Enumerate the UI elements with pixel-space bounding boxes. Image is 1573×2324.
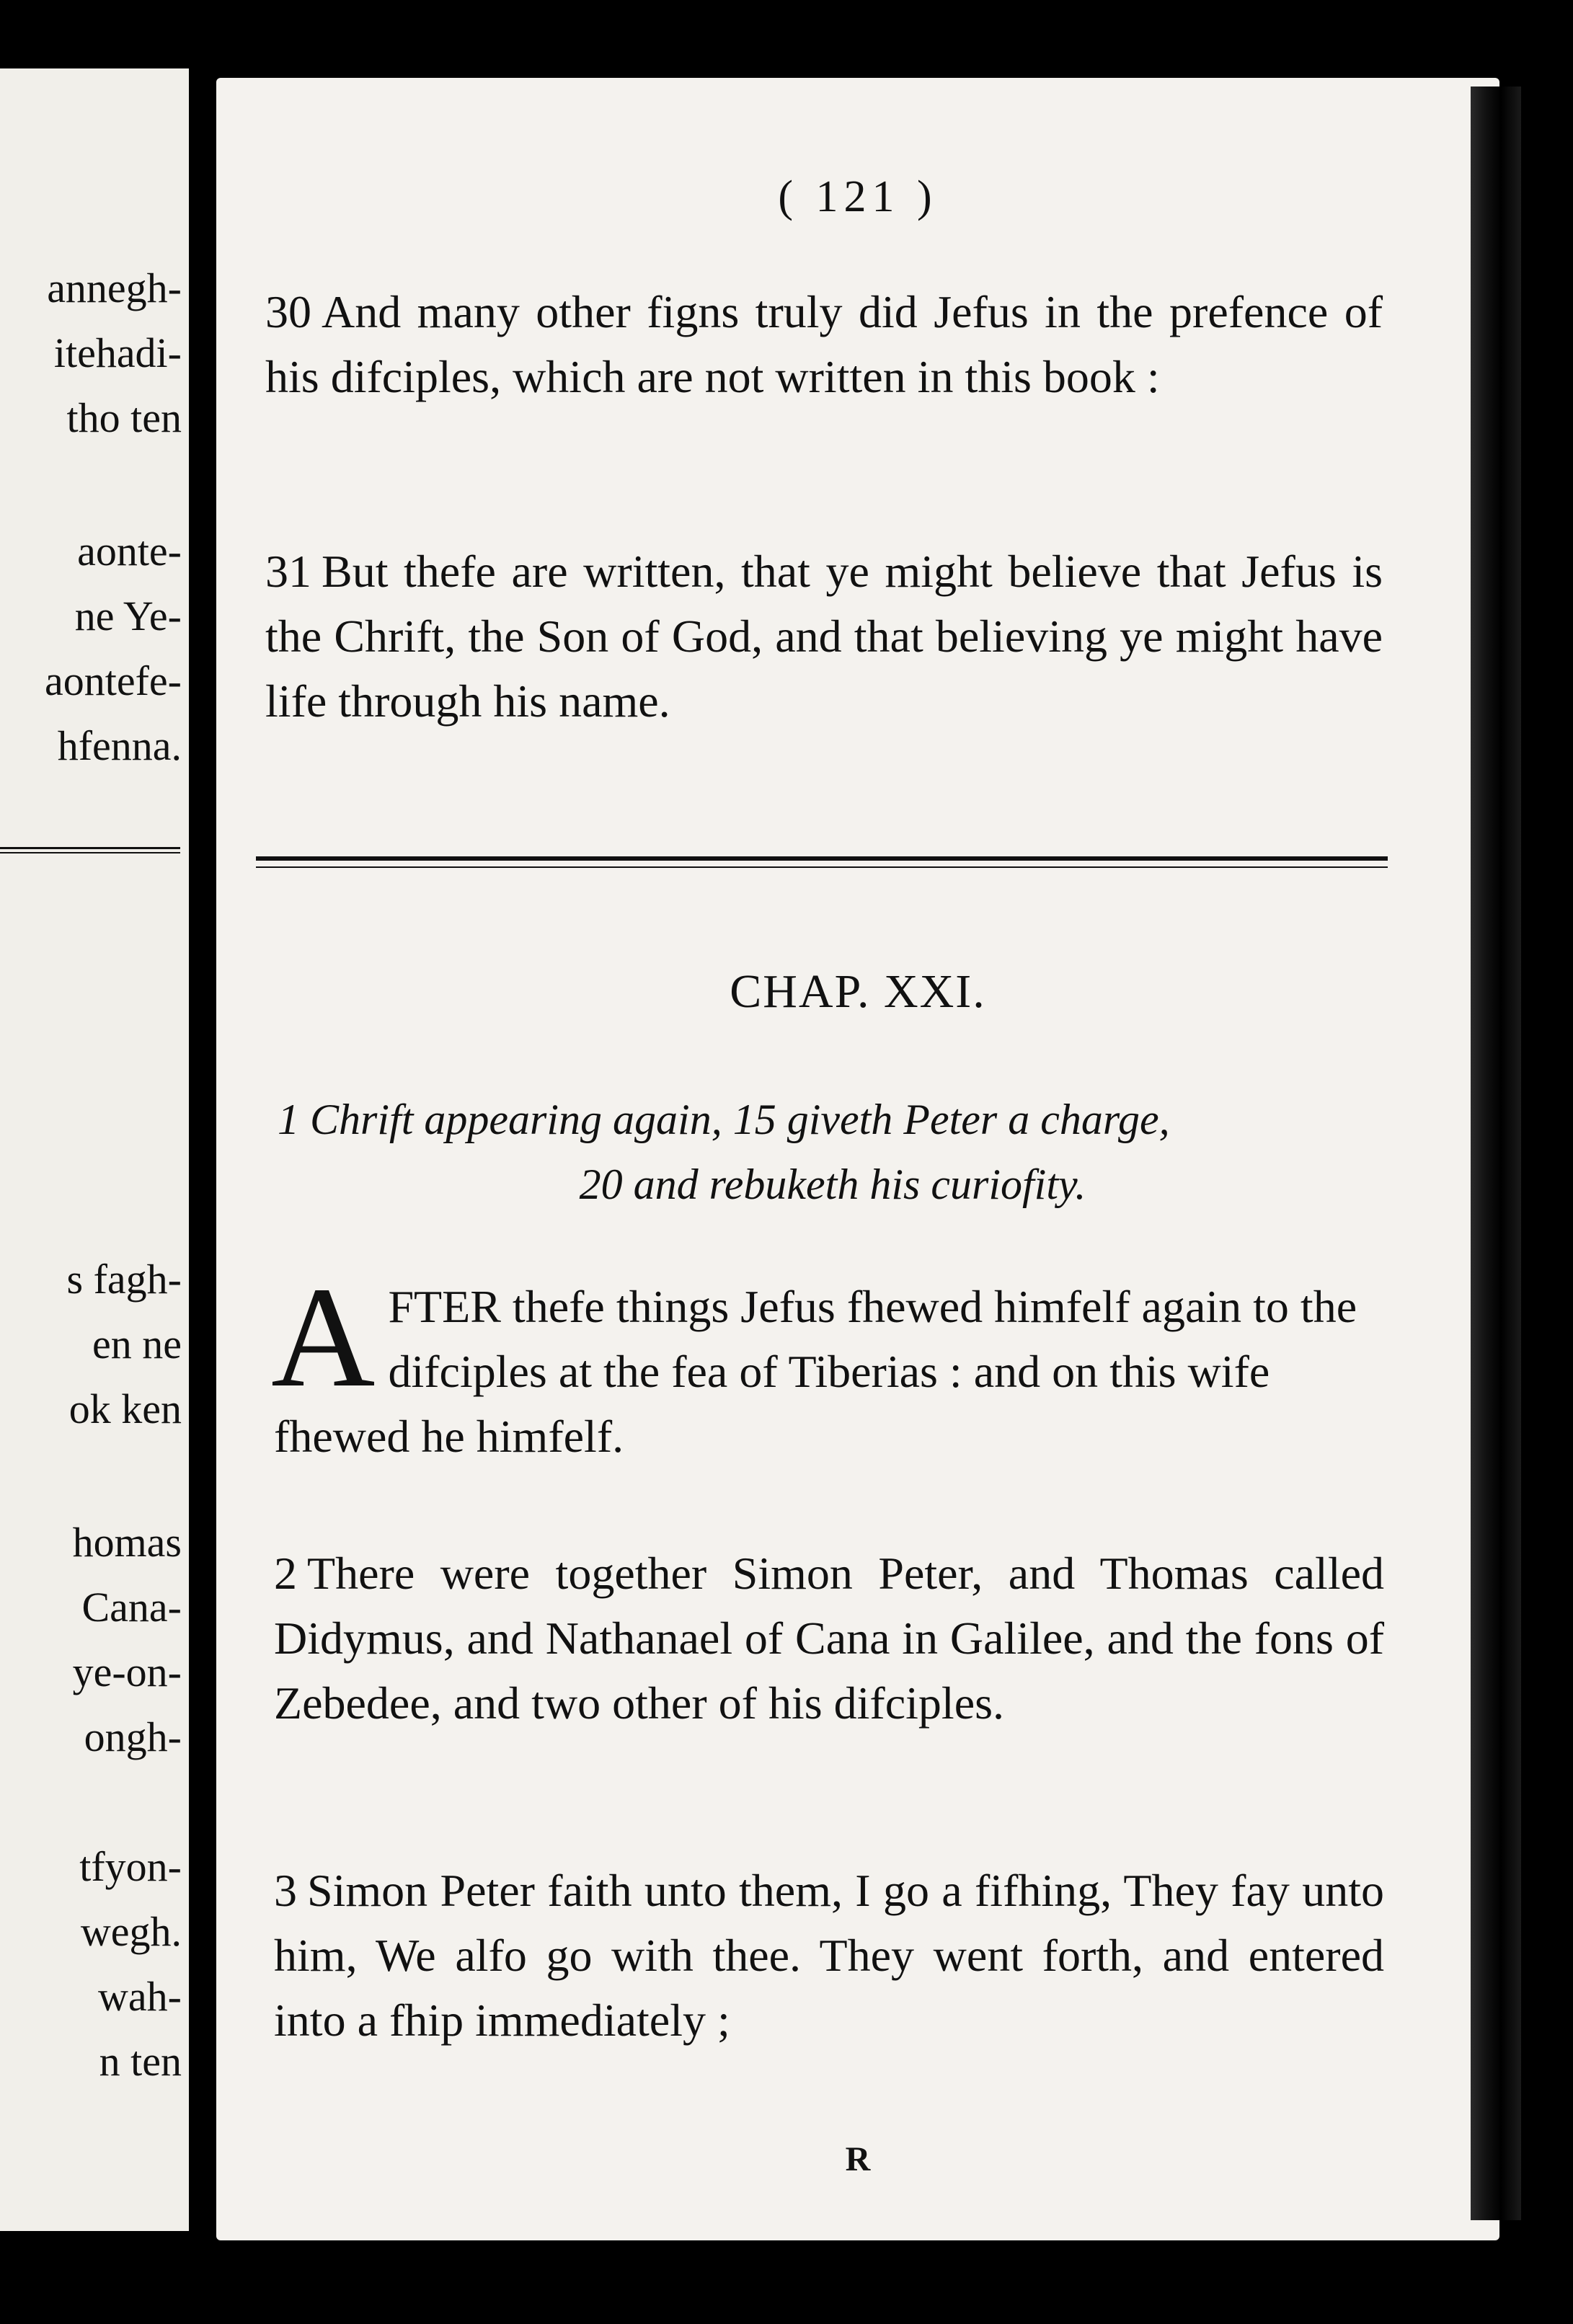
verse-number: 30 bbox=[265, 286, 311, 337]
left-fragment: tho ten bbox=[66, 394, 182, 441]
left-fragment: itehadi- bbox=[53, 329, 182, 376]
left-fragment: en ne bbox=[92, 1321, 182, 1367]
book-gutter bbox=[189, 43, 211, 2263]
verse-text: FTER thefe things Jefus fhewed himfelf again to the difciples at the fea of Tiberias : and on this wife fhewed he himfelf. bbox=[274, 1281, 1357, 1462]
chapter-summary bbox=[278, 1087, 1388, 1217]
chapter-heading: CHAP. XXI. bbox=[730, 965, 986, 1018]
verse-3 bbox=[274, 1858, 1384, 2053]
verse-31 bbox=[265, 539, 1383, 734]
left-fragment: hfenna. bbox=[57, 722, 182, 769]
page-number: ( 121 ) bbox=[778, 172, 938, 221]
verse-text: But thefe are written, that ye might believe that Jefus is the Chrift, the Son of God, and that believing ye might have life through his name. bbox=[265, 546, 1383, 727]
left-fragment: aonte- bbox=[77, 528, 182, 575]
left-fragment: ye-on- bbox=[72, 1649, 182, 1695]
left-fragment: tfyon- bbox=[79, 1843, 182, 1890]
drop-cap: A bbox=[271, 1258, 376, 1417]
page-edge bbox=[1471, 87, 1521, 2220]
verse-number: 31 bbox=[265, 546, 311, 597]
chapter-rule bbox=[256, 856, 1388, 861]
verse-number: 3 bbox=[274, 1865, 297, 1916]
verse-30 bbox=[265, 280, 1383, 409]
left-fragment: homas bbox=[72, 1519, 182, 1566]
verse-1 bbox=[271, 1258, 1384, 1469]
left-fragment: n ten bbox=[99, 2038, 182, 2085]
verse-text: There were together Simon Peter, and Thomas called Didymus, and Nathanael of Cana in Galilee, and the fons of Zebedee, and two other of his difciples. bbox=[274, 1548, 1384, 1729]
verse-number: 2 bbox=[274, 1548, 297, 1599]
left-fragment: annegh- bbox=[47, 265, 182, 311]
signature-mark: R bbox=[845, 2140, 871, 2178]
left-fragment: aontefe- bbox=[45, 657, 182, 704]
left-fragment: wegh. bbox=[80, 1908, 182, 1955]
left-facing-page bbox=[0, 68, 189, 2231]
left-fragment: ne Ye- bbox=[74, 593, 182, 639]
book-page bbox=[216, 78, 1499, 2240]
left-fragment: ongh- bbox=[84, 1713, 182, 1760]
chapter-rule-thin bbox=[256, 866, 1388, 868]
left-fragment: s fagh- bbox=[66, 1256, 182, 1303]
summary-line: 1 Chrift appearing again, 15 giveth Peter a charge, bbox=[278, 1096, 1170, 1143]
summary-line: 20 and rebuketh his curiofity. bbox=[579, 1161, 1086, 1208]
left-page-rule bbox=[0, 847, 180, 853]
verse-text: And many other figns truly did Jefus in the prefence of his difciples, which are not written in this book : bbox=[265, 286, 1383, 402]
left-fragment: wah- bbox=[98, 1973, 182, 2020]
left-fragment: Cana- bbox=[81, 1584, 182, 1631]
verse-2 bbox=[274, 1541, 1384, 1736]
verse-text: Simon Peter faith unto them, I go a fifhing, They fay unto him, We alfo go with thee. They went forth, and entered into a fhip immediately ; bbox=[274, 1865, 1384, 2046]
left-fragment: ok ken bbox=[68, 1385, 182, 1432]
